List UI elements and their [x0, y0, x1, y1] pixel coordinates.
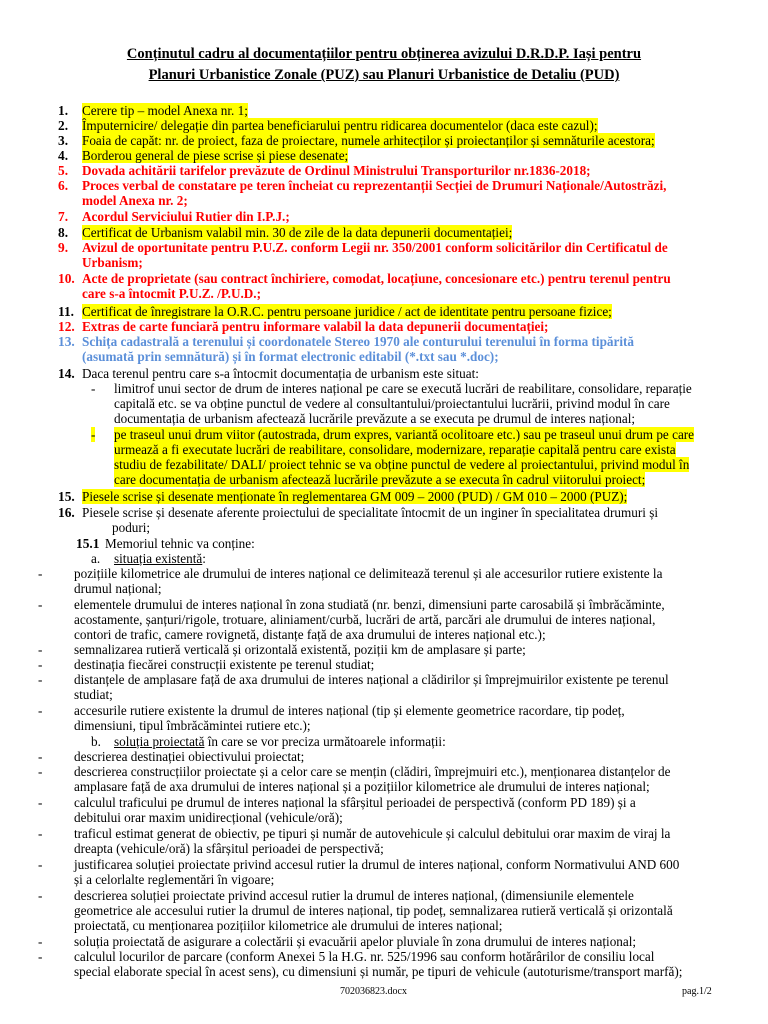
subsection-b-heading: soluția proiectată în care se vor preciza următoarele informații:	[114, 734, 446, 749]
bullet-line: descrierea soluției proiectate privind accesul rutier la drumul de interes național, (dimensiunile elementele	[74, 888, 634, 903]
bullet-line: dreapta (vehicule/oră) la sfârșitul perioadei de perspectivă;	[74, 841, 384, 856]
bullet-line: geometrice ale accesului rutier la drumul de interes național, tip podeț, semnalizarea rutieră verticală și orizontală	[74, 903, 673, 918]
bullet-line: semnalizarea rutieră verticală și orizontală existentă, poziții km de amplasare și parte;	[74, 642, 526, 657]
sub-item-line: documentația de urbanism afectează lucrările prevăzute a se executa pe drumul de interes național;	[114, 411, 636, 426]
dash-bullet: -	[38, 642, 43, 657]
dash-bullet: -	[38, 657, 43, 672]
item-number: 2.	[58, 118, 69, 133]
list-item-cont: Urbanism;	[82, 255, 143, 270]
bullet-line: destinația fiecărei construcții existente pe terenul studiat;	[74, 657, 375, 672]
list-item: Piesele scrise și desenate menționate în reglementarea GM 009 – 2000 (PUD) / GM 010 – 2000 (PUZ);	[82, 489, 628, 504]
dash-bullet: -	[91, 427, 96, 442]
bullet-line: contori de trafic, camere rovignetă, distanțe față de axa drumului de interes național etc.);	[74, 627, 546, 642]
bullet-line: dimensiuni, tipul îmbrăcămintei rutiere etc.);	[74, 718, 311, 733]
list-item: Proces verbal de constatare pe teren încheiat cu reprezentanții Secției de Drumuri Naționale/Autostrăzi,	[82, 178, 667, 193]
sub-item-line: studiu de fezabilitate/ DALI/ proiect tehnic se va obține punctul de vedere al proiectantului, privind modul în	[114, 457, 690, 472]
bullet-line: descrierea construcțiilor proiectate și a celor care se mențin (clădiri, împrejmuiri etc.), menționarea distanțelor de	[74, 764, 671, 779]
dash-bullet: -	[38, 934, 43, 949]
dash-bullet: -	[38, 949, 43, 964]
dash-bullet: -	[38, 826, 43, 841]
bullet-line: acostamente, șanțuri/rigole, trotuare, aliniament/curbă, lucrări de artă, parcări ale drumului de interes național,	[74, 612, 656, 627]
dash-bullet: -	[38, 795, 43, 810]
subsection-a-title: situația existentă	[114, 551, 203, 566]
item-number: 12.	[58, 319, 75, 334]
item-number: 7.	[58, 209, 69, 224]
bullet-line: elementele drumului de interes național în zona studiată (nr. benzi, dimensiuni parte carosabilă și îmbrăcăminte,	[74, 597, 665, 612]
item-number: 15.	[58, 489, 75, 504]
memo-number: 15.1	[76, 536, 100, 551]
dash-bullet: -	[91, 381, 96, 396]
bullet-line: special elaborate special în acest sens), cu dimensiuni și număr, pe tipuri de vehicule (autoturisme/transport marfă);	[74, 964, 683, 979]
bullet-line: debitului orar maxim unidirecțional (vehicule/oră);	[74, 810, 343, 825]
item-number: 4.	[58, 148, 69, 163]
bullet-line: proiectată, cu menționarea pozițiilor kilometrice ale drumului de interes național;	[74, 918, 503, 933]
item-number: 5.	[58, 163, 69, 178]
item-number: 9.	[58, 240, 69, 255]
footer-page-number: pag.1/2	[682, 986, 712, 997]
list-item: Împuternicire/ delegație din partea beneficiarului pentru ridicarea documentelor (daca este cazul);	[82, 118, 598, 133]
bullet-line: studiat;	[74, 687, 113, 702]
sub-item-line: pe traseul unui drum viitor (autostrada, drum expres, variantă ocolitoare etc.) sau pe traseul unui drum pe care	[114, 427, 695, 442]
bullet-line: justificarea soluției proiectate privind accesul rutier la drumul de interes național, conform Normativului AND 600	[74, 857, 680, 872]
bullet-line: calculul traficului pe drumul de interes național la sfârșitul perioadei de perspectivă (conform PD 189) și a	[74, 795, 636, 810]
item-number: 10.	[58, 271, 75, 286]
sub-item-line: care documentația de urbanism afectează lucrările prevăzute a se executa în cadrul viitorului proiect;	[114, 472, 646, 487]
list-item: Dovada achitării tarifelor prevăzute de Ordinul Ministrului Transporturilor nr.1836-2018;	[82, 163, 591, 178]
list-item: Extras de carte funciară pentru informare valabil la data depunerii documentației;	[82, 319, 549, 334]
sub-letter: a.	[91, 551, 101, 566]
list-item: Piesele scrise și desenate aferente proiectului de specialitate întocmit de un inginer în specialitatea drumuri și	[82, 505, 659, 520]
dash-bullet: -	[38, 703, 43, 718]
bullet-line: traficul estimat generat de obiectiv, pe tipuri și număr de autovehicule și calculul debitului orar maxim de viraj la	[74, 826, 671, 841]
list-item: Daca terenul pentru care s-a întocmit documentația de urbanism este situat:	[82, 366, 479, 381]
bullet-line: și a celorlalte reglementări în vigoare;	[74, 872, 275, 887]
bullet-line: soluția proiectată de asigurare a colectării și evacuării apelor pluviale în zona drumului de interes național;	[74, 934, 637, 949]
list-item: Cerere tip – model Anexa nr. 1;	[82, 103, 248, 118]
list-item-cont: model Anexa nr. 2;	[82, 193, 188, 208]
list-item: Borderou general de piese scrise și piese desenate;	[82, 148, 349, 163]
item-number: 6.	[58, 178, 69, 193]
list-item: Certificat de Urbanism valabil min. 30 de zile de la data depunerii documentației;	[82, 225, 513, 240]
bullet-line: drumul național;	[74, 581, 162, 596]
item-number: 13.	[58, 334, 75, 349]
list-item: Foaia de capăt: nr. de proiect, faza de proiectare, numele arhitecților și proiectanților și semnăturile acestora;	[82, 133, 655, 148]
list-item-cont: (asumată prin semnătură) și în format electronic editabil (*.txt sau *.doc);	[82, 349, 499, 364]
item-number: 3.	[58, 133, 69, 148]
list-item: Acordul Serviciului Rutier din I.P.J.;	[82, 209, 290, 224]
dash-bullet: -	[38, 566, 43, 581]
list-item: Certificat de înregistrare la O.R.C. pentru persoane juridice / act de identitate pentru persoane fizice;	[82, 304, 612, 319]
memo-heading: Memoriul tehnic va conține:	[105, 536, 255, 551]
dash-bullet: -	[38, 672, 43, 687]
bullet-line: pozițiile kilometrice ale drumului de interes național ce delimitează terenul și ale accesurilor rutiere existente la	[74, 566, 663, 581]
dash-bullet: -	[38, 749, 43, 764]
document-title-line-2: Planuri Urbanistice Zonale (PUZ) sau Planuri Urbanistice de Detaliu (PUD)	[148, 67, 620, 83]
sub-item-line: urmează a fi executate lucrări de reabilitare, consolidare, modernizare, reparație capitală pentru care exista	[114, 442, 676, 457]
item-number: 16.	[58, 505, 75, 520]
item-number: 8.	[58, 225, 69, 240]
subsection-a-heading: situația existentă:	[114, 551, 206, 566]
dash-bullet: -	[38, 764, 43, 779]
dash-bullet: -	[38, 888, 43, 903]
sub-item-line: limitrof unui sector de drum de interes național pe care se execută lucrări de reabilitare, consolidare, reparație	[114, 381, 692, 396]
list-item-cont: care s-a întocmit P.U.Z. /P.U.D.;	[82, 286, 261, 301]
bullet-line: accesurile rutiere existente la drumul de interes național (tip și elemente geometrice racordare, tip podeț,	[74, 703, 625, 718]
bullet-line: calculul locurilor de parcare (conform Anexei 5 la H.G. nr. 525/1996 sau conform hotărârilor de consiliu local	[74, 949, 655, 964]
list-item-cont: poduri;	[112, 520, 151, 535]
bullet-line: descrierea destinației obiectivului proiectat;	[74, 749, 305, 764]
list-item: Acte de proprietate (sau contract închiriere, comodat, locațiune, concesionare etc.) pentru terenul pentru	[82, 271, 671, 286]
bullet-line: amplasare față de axa drumului de interes național și a pozițiilor kilometrice ale drumului de interes național;	[74, 779, 650, 794]
bullet-line: distanțele de amplasare față de axa drumului de interes național a clădirilor și împrejmuirilor existente pe terenul	[74, 672, 669, 687]
dash-bullet: -	[38, 857, 43, 872]
footer-filename: 702036823.docx	[340, 986, 407, 997]
item-number: 11.	[58, 304, 74, 319]
sub-letter: b.	[91, 734, 101, 749]
sub-item-line: capitală etc. se va obține punctul de vedere al consultantului/proiectantului lucrării, privind modul în care	[114, 396, 670, 411]
dash-bullet: -	[38, 597, 43, 612]
list-item: Avizul de oportunitate pentru P.U.Z. conform Legii nr. 350/2001 conform solicitărilor din Certificatul de	[82, 240, 668, 255]
subsection-b-title: soluția proiectată	[114, 734, 205, 749]
document-title-line-1: Conținutul cadru al documentațiilor pentru obținerea avizului D.R.D.P. Iași pentru	[126, 46, 642, 62]
list-item: Schița cadastrală a terenului și coordonatele Stereo 1970 ale conturului terenului în forma tipărită	[82, 334, 635, 349]
item-number: 1.	[58, 103, 69, 118]
item-number: 14.	[58, 366, 75, 381]
